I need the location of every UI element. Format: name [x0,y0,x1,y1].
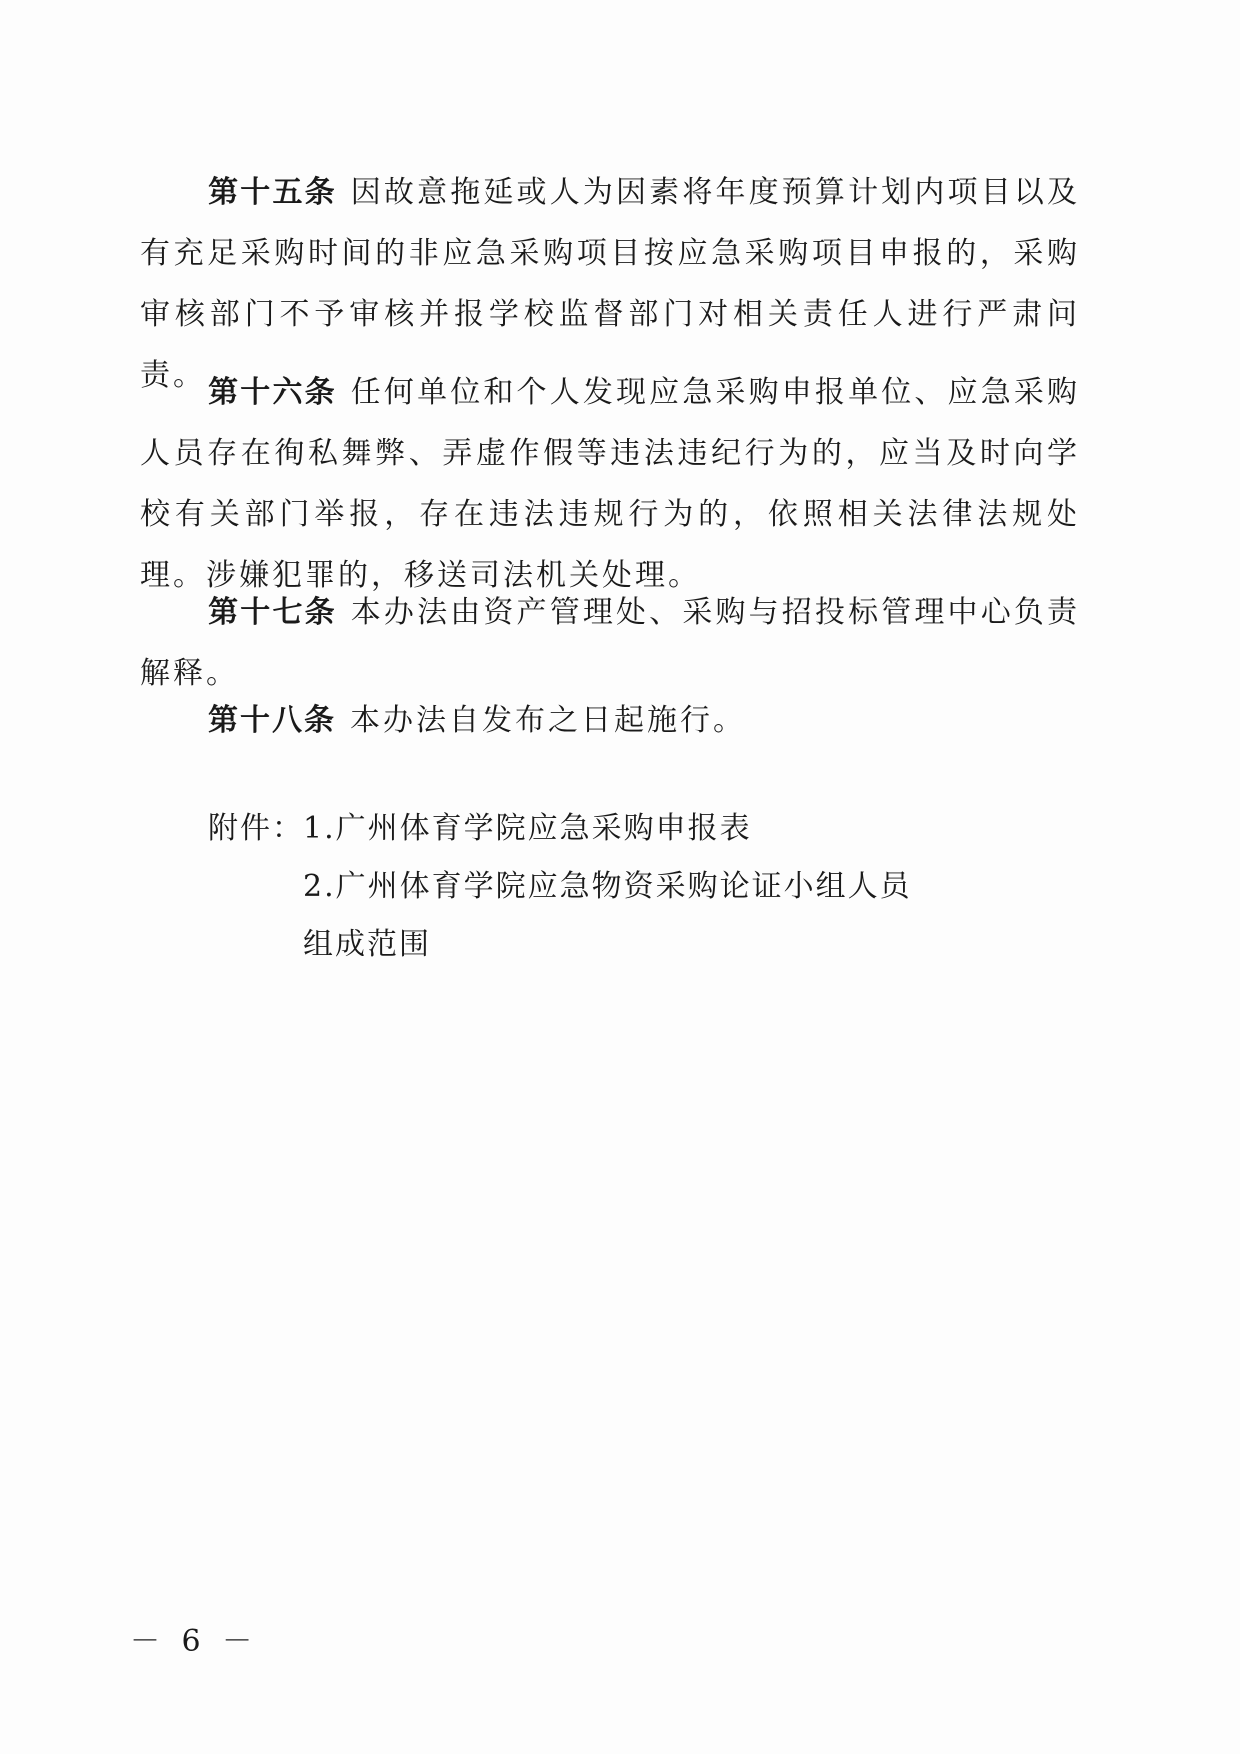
attachment-item-2-line-2: 组成范围 [303,927,431,962]
article-17-heading: 第十七条 [208,595,337,630]
article-16-heading: 第十六条 [208,375,337,410]
article-15-heading: 第十五条 [208,175,337,210]
article-18-body: 本办法自发布之日起施行。 [350,703,746,738]
article-17-body: 本办法由资产管理处、采购与招投标管理中心负责解释。 [140,595,1081,691]
article-15-body: 因故意拖延或人为因素将年度预算计划内项目以及有充足采购时间的非应急采购项目按应急采购项目申报的，采购审核部门不予审核并报学校监督部门对相关责任人进行严肃问责。 [140,175,1081,393]
attachment-item-1: 1.广州体育学院应急采购申报表 [303,811,752,846]
article-18 [140,690,1080,751]
article-17 [140,582,1080,704]
article-16-body: 任何单位和个人发现应急采购申报单位、应急采购人员存在徇私舞弊、弄虚作假等违法违纪行为的，应当及时向学校有关部门举报，存在违法违规行为的，依照相关法律法规处理。涉嫌犯罪的，移送司法机关处理。 [140,375,1081,593]
attachment-label: 附件： [208,811,304,846]
attachment-item-2-line-1: 2.广州体育学院应急物资采购论证小组人员 [303,869,912,904]
article-18-heading: 第十八条 [208,703,336,738]
article-16 [140,362,1080,606]
page-number: － 6 － [130,1624,259,1659]
